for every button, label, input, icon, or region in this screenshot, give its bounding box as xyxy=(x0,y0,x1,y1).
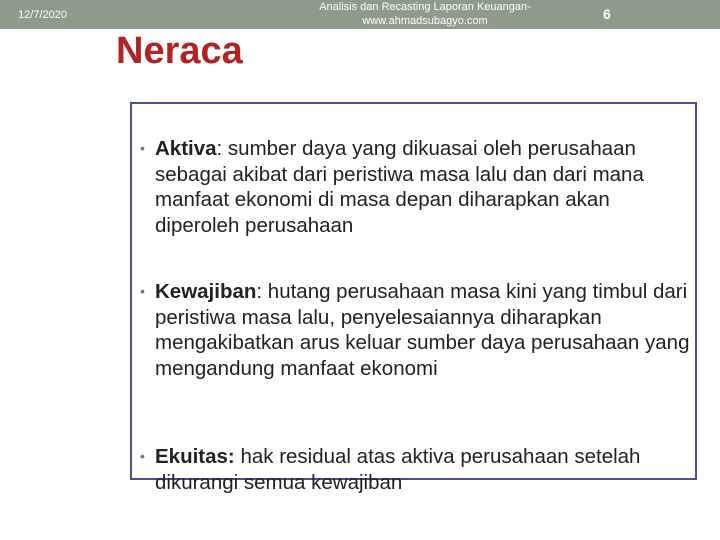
term-ekuitas: Ekuitas: xyxy=(155,445,235,468)
term-separator: : xyxy=(216,137,223,160)
slide-footer xyxy=(300,0,550,28)
bullet-kewajiban xyxy=(140,279,690,381)
definition-kewajiban: hutang perusahaan masa kini yang timbul dari peristiwa masa lalu, penyelesaiannya diharapkan mengakibatkan arus keluar sumber daya perusahaan yang mengandung manfaat ekonomi xyxy=(155,280,690,380)
term-aktiva: Aktiva xyxy=(155,137,217,160)
footer-line-1: Analisis dan Recasting Laporan Keuangan- xyxy=(319,1,531,13)
bullet-ekuitas xyxy=(140,444,690,495)
term-separator: : xyxy=(256,280,263,303)
slide-title: Neraca xyxy=(116,30,243,72)
header-bar xyxy=(0,0,720,29)
slide-date: 12/7/2020 xyxy=(18,9,67,21)
bullet-dot: • xyxy=(140,283,145,299)
definition-aktiva: sumber daya yang dikuasai oleh perusahaan sebagai akibat dari peristiwa masa lalu dan dari mana manfaat ekonomi di masa depan diharapkan akan diperoleh perusahaan xyxy=(155,137,644,237)
bullet-aktiva xyxy=(140,136,690,238)
bullet-dot: • xyxy=(140,140,145,156)
term-kewajiban: Kewajiban xyxy=(155,280,257,303)
page-number: 6 xyxy=(603,6,611,22)
definition-ekuitas: hak residual atas aktiva perusahaan setelah dikurangi semua kewajiban xyxy=(155,445,641,494)
footer-line-2: www.ahmadsubagyo.com xyxy=(362,15,488,27)
bullet-dot: • xyxy=(140,448,145,464)
